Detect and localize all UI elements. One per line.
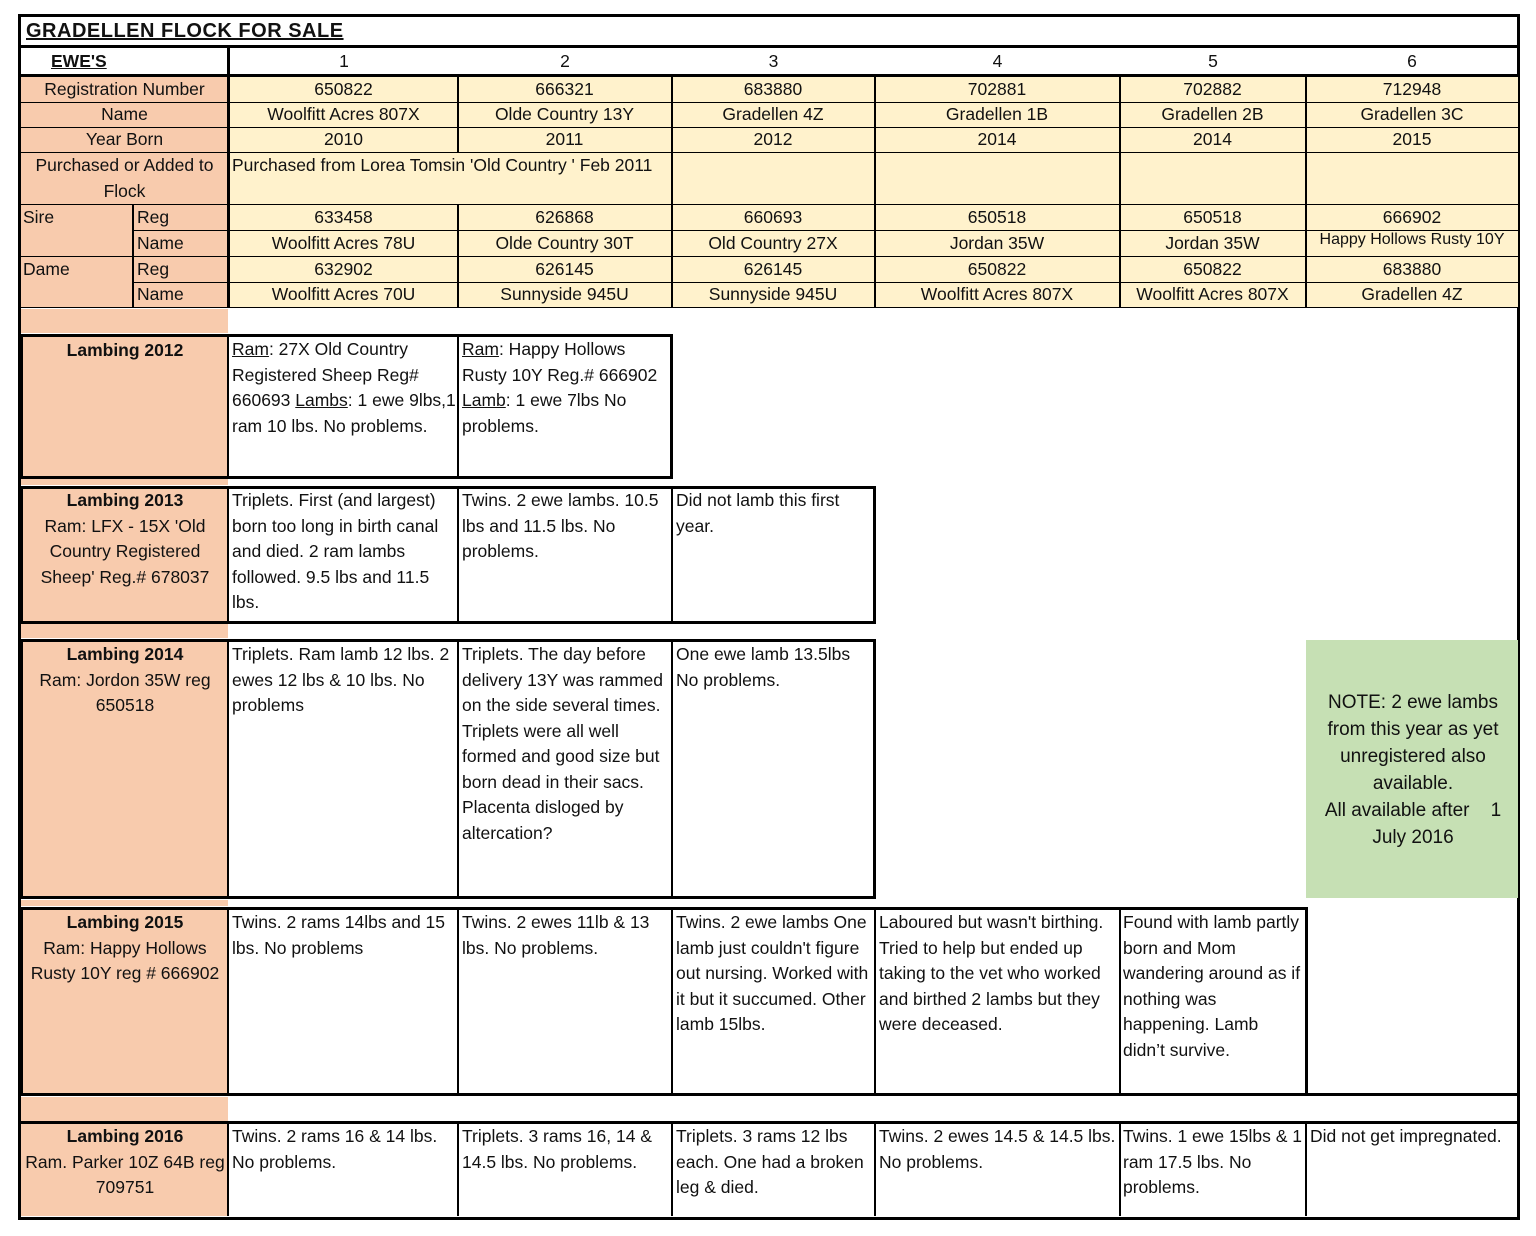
- ewes-label: [21, 47, 228, 75]
- year-5: 2014: [1193, 129, 1232, 149]
- lambing-2014-heading: Lambing 2014: [66, 644, 184, 664]
- col-header-5: 5: [1208, 51, 1218, 71]
- lambing-2016-ewe4: Twins. 2 ewes 14.5 & 14.5 lbs. No problems.: [879, 1126, 1116, 1172]
- ram-text: : 27X Old Country Registered Sheep Reg# 660693: [232, 339, 419, 410]
- col-header-4: 4: [992, 51, 1003, 71]
- lambing-2016-heading: Lambing 2016: [66, 1126, 184, 1146]
- lambing-2013-heading: Lambing 2013: [66, 490, 184, 510]
- dame-reg-1: 632902: [314, 259, 373, 279]
- lambing-2015-ewe5: Found with lamb partly born and Mom wandering around as if nothing was happening. Lamb didn’t survive.: [1123, 912, 1301, 1060]
- lamb-label: Lamb: [462, 390, 506, 410]
- sire-reg-4: 650518: [967, 207, 1027, 227]
- lambing-2016-ewe1: Twins. 2 rams 16 & 14 lbs. No problems.: [232, 1126, 438, 1172]
- year-1: 2010: [324, 129, 363, 149]
- lambing-2015-ewe4: Laboured but wasn't birthing. Tried to help but ended up taking to the vet who worked and birthed 2 lambs but they were deceased.: [879, 912, 1104, 1034]
- row-sublabel-dame-name: Name: [137, 284, 184, 304]
- sheet-title: GRADELLEN FLOCK FOR SALE: [26, 20, 344, 42]
- ram-label: Ram: [232, 339, 269, 359]
- dame-name-4: Woolfitt Acres 807X: [920, 284, 1074, 304]
- sire-name-4: Jordan 35W: [949, 233, 1045, 253]
- sire-reg-5: 650518: [1183, 207, 1242, 227]
- lambs-label: Lambs: [295, 390, 348, 410]
- row-label-purchased: Purchased or Added to Flock: [35, 155, 214, 201]
- lambing-2012-ewe2: [462, 337, 670, 439]
- name-3: Gradellen 4Z: [722, 104, 824, 124]
- dame-reg-6: 683880: [1382, 259, 1442, 279]
- dame-name-3: Sunnyside 945U: [708, 284, 838, 304]
- lamb-text: : 1 ewe 7lbs No problems.: [462, 390, 627, 436]
- year-3: 2012: [753, 129, 793, 149]
- note-text: NOTE: 2 ewe lambs from this year as yet unregistered also available.: [1327, 692, 1499, 794]
- col-header-1: 1: [339, 51, 349, 71]
- lambing-2014-ewe3: One ewe lamb 13.5lbs No problems.: [676, 644, 851, 690]
- reg-3: 683880: [743, 79, 803, 99]
- note-availability: All available after 1 July 2016: [1324, 800, 1507, 848]
- row-label-registration: Registration Number: [44, 79, 205, 99]
- name-5: Gradellen 2B: [1161, 104, 1264, 124]
- lambing-2013-label: [23, 488, 227, 590]
- dame-reg-4: 650822: [967, 259, 1027, 279]
- dame-reg-2: 626145: [535, 259, 594, 279]
- lambing-2015-ewe2: Twins. 2 ewes 11lb & 13 lbs. No problems.: [462, 912, 650, 958]
- lambing-2012-ewe1: [232, 337, 456, 439]
- sire-reg-2: 626868: [535, 207, 594, 227]
- reg-2: 666321: [535, 79, 594, 99]
- reg-5: 702882: [1183, 79, 1242, 99]
- row-label-dame: Dame: [23, 259, 70, 279]
- lambing-2016-ewe2: Triplets. 3 rams 16, 14 & 14.5 lbs. No problems.: [462, 1126, 652, 1172]
- sire-name-5: Jordan 35W: [1165, 233, 1260, 253]
- reg-6: 712948: [1382, 79, 1442, 99]
- year-6: 2015: [1392, 129, 1432, 149]
- lambing-2016-ewe6: Did not get impregnated.: [1310, 1126, 1502, 1146]
- reg-4: 702881: [967, 79, 1027, 99]
- row-sublabel-dame-reg: Reg: [137, 259, 170, 279]
- name-4: Gradellen 1B: [945, 104, 1049, 124]
- dame-name-1: Woolfitt Acres 70U: [271, 284, 416, 304]
- lambing-2016-ram: Ram. Parker 10Z 64B reg 709751: [25, 1151, 225, 1197]
- sire-reg-6: 666902: [1382, 207, 1442, 227]
- lambing-2013-ram: Ram: LFX - 15X 'Old Country Registered Sheep' Reg.# 678037: [40, 515, 210, 587]
- lambing-2016-ewe3: Triplets. 3 rams 12 lbs each. One had a broken leg & died.: [676, 1126, 864, 1197]
- lambing-2013-ewe2: Twins. 2 ewe lambs. 10.5 lbs and 11.5 lbs. No problems.: [462, 490, 659, 561]
- sire-name-3: Old Country 27X: [708, 233, 838, 253]
- ram-text: : Happy Hollows Rusty 10Y Reg.# 666902: [462, 339, 658, 385]
- row-sublabel-sire-reg: Reg: [137, 207, 170, 227]
- lambing-2014-ewe2: Triplets. The day before delivery 13Y was rammed on the side several times. Triplets were all well formed and good size but born dead in their sacs. Placenta disloged by altercation?: [462, 644, 664, 843]
- lambing-2015-ram: Ram: Happy Hollows Rusty 10Y reg # 666902: [30, 937, 220, 983]
- col-header-3: 3: [768, 51, 779, 71]
- lambing-2014-note: [1312, 689, 1514, 851]
- sire-name-2: Olde Country 30T: [495, 233, 634, 253]
- sire-reg-1: 633458: [314, 207, 373, 227]
- lambing-2016-ewe5: Twins. 1 ewe 15lbs & 1 ram 17.5 lbs. No problems.: [1123, 1126, 1302, 1197]
- purchased-value: Purchased from Lorea Tomsin 'Old Country ' Feb 2011: [232, 155, 653, 175]
- year-2: 2011: [545, 129, 584, 149]
- reg-1: 650822: [314, 79, 373, 99]
- lambing-2014-ram: Ram: Jordon 35W reg 650518: [39, 669, 211, 715]
- lambing-2015-ewe3: Twins. 2 ewe lambs One lamb just couldn't figure out nursing. Worked with it but it succumed. Other lamb 15lbs.: [676, 912, 869, 1034]
- lambing-2013-ewe3: Did not lamb this first year.: [676, 490, 840, 536]
- lambing-2012-heading: Lambing 2012: [66, 340, 184, 360]
- dame-name-5: Woolfitt Acres 807X: [1136, 284, 1289, 304]
- row-label-sire: Sire: [23, 207, 55, 227]
- dame-reg-5: 650822: [1183, 259, 1242, 279]
- col-header-2: 2: [560, 51, 570, 71]
- lambing-2015-ewe1: Twins. 2 rams 14lbs and 15 lbs. No problems: [232, 912, 446, 958]
- row-sublabel-sire-name: Name: [137, 233, 184, 253]
- lambing-2015-heading: Lambing 2015: [66, 912, 184, 932]
- lambing-2015-label: [23, 910, 227, 987]
- lambs-text: : 1 ewe 9lbs,1 ram 10 lbs. No problems.: [232, 390, 456, 436]
- ram-label: Ram: [462, 339, 499, 359]
- lambing-2013-ewe1: Triplets. First (and largest) born too long in birth canal and died. 2 ram lambs followed. 9.5 lbs and 11.5 lbs.: [232, 490, 439, 612]
- row-label-name: Name: [101, 104, 148, 124]
- row-label-year: Year Born: [85, 129, 164, 149]
- year-4: 2014: [977, 129, 1017, 149]
- lambing-2014-label: [23, 642, 227, 719]
- sire-name-6: Happy Hollows Rusty 10Y: [1319, 231, 1505, 248]
- lambing-2016-label: [23, 1124, 227, 1201]
- name-2: Olde Country 13Y: [494, 104, 635, 124]
- lambing-2014-ewe1: Triplets. Ram lamb 12 lbs. 2 ewes 12 lbs & 10 lbs. No problems: [232, 644, 450, 715]
- dame-name-6: Gradellen 4Z: [1361, 284, 1463, 304]
- name-1: Woolfitt Acres 807X: [267, 104, 420, 124]
- dame-name-2: Sunnyside 945U: [500, 284, 629, 304]
- col-header-6: 6: [1407, 51, 1417, 71]
- dame-reg-3: 626145: [743, 259, 803, 279]
- name-6: Gradellen 3C: [1360, 104, 1464, 124]
- sire-name-1: Woolfitt Acres 78U: [271, 233, 416, 253]
- sire-reg-3: 660693: [743, 207, 803, 227]
- ewes-label-text: EWE'S: [51, 51, 107, 71]
